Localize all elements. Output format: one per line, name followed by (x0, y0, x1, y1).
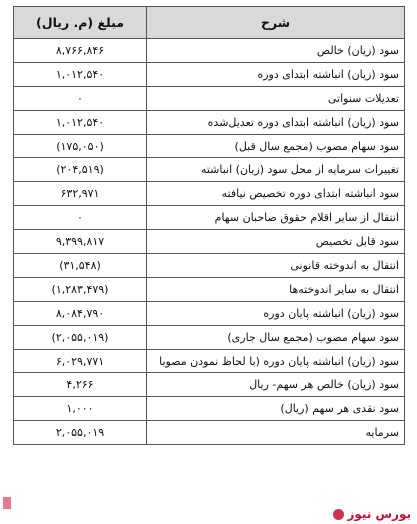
table-row (14, 158, 405, 182)
row-label: سود قابل تخصیص (147, 230, 405, 254)
row-label: انتقال به اندوخته قانونی (147, 254, 405, 278)
row-label: انتقال به سایر اندوخته‌ها (147, 277, 405, 301)
row-label: سود سهام مصوب (مجمع سال جاری) (147, 325, 405, 349)
row-amount: ۸,۷۶۶,۸۴۶ (14, 39, 147, 63)
header-description: شرح (147, 7, 405, 39)
table-row (14, 182, 405, 206)
row-label: سود (زیان) انباشته ابتدای دوره (147, 62, 405, 86)
table-row (14, 134, 405, 158)
row-label: سود (زیان) خالص (147, 39, 405, 63)
row-amount: ۰ (14, 206, 147, 230)
row-amount: ۶۳۲,۹۷۱ (14, 182, 147, 206)
table-row (14, 86, 405, 110)
retained-earnings-table (13, 6, 405, 445)
table-row (14, 230, 405, 254)
page-edge-mark-icon (2, 496, 12, 510)
row-amount: (۲۰۴,۵۱۹) (14, 158, 147, 182)
row-amount: (۱۷۵,۰۵۰) (14, 134, 147, 158)
row-amount: ۶,۰۲۹,۷۷۱ (14, 349, 147, 373)
logo-mark-icon (333, 509, 344, 520)
row-label: سود نقدی هر سهم (ریال) (147, 397, 405, 421)
table-row (14, 349, 405, 373)
logo-text: بورس نیوز (347, 507, 411, 521)
table-row (14, 373, 405, 397)
row-label: تعدیلات سنواتی (147, 86, 405, 110)
row-label: سود (زیان) انباشته ابتدای دوره تعدیل‌شده (147, 110, 405, 134)
row-amount: ۲,۰۵۵,۰۱۹ (14, 421, 147, 445)
row-label: سرمایه (147, 421, 405, 445)
row-label: سود سهام مصوب (مجمع سال قبل) (147, 134, 405, 158)
row-amount: ۴,۲۶۶ (14, 373, 147, 397)
row-label: انتقال از سایر اقلام حقوق صاحبان سهام (147, 206, 405, 230)
row-amount: ۱,۰۰۰ (14, 397, 147, 421)
table-row (14, 397, 405, 421)
table-row (14, 62, 405, 86)
row-amount: ۸,۰۸۴,۷۹۰ (14, 301, 147, 325)
row-label: سود (زیان) انباشته پایان دوره (با لحاظ نمودن مصوبا (147, 349, 405, 373)
table-header-row (14, 7, 405, 39)
table-row (14, 39, 405, 63)
table-row (14, 254, 405, 278)
row-amount: (۱,۲۸۳,۴۷۹) (14, 277, 147, 301)
row-amount: (۲,۰۵۵,۰۱۹) (14, 325, 147, 349)
financial-table-container (13, 6, 404, 445)
row-label: سود انباشته ابتدای دوره تخصیص نیافته (147, 182, 405, 206)
row-amount: ۱,۰۱۲,۵۴۰ (14, 110, 147, 134)
row-label: سود (زیان) خالص هر سهم- ریال (147, 373, 405, 397)
table-row (14, 421, 405, 445)
table-body (14, 39, 405, 445)
row-amount: ۱,۰۱۲,۵۴۰ (14, 62, 147, 86)
table-row (14, 206, 405, 230)
row-label: تغییرات سرمایه از محل سود (زیان) انباشته (147, 158, 405, 182)
bourse-news-logo (333, 507, 411, 521)
table-row (14, 277, 405, 301)
table-row (14, 301, 405, 325)
row-label: سود (زیان) انباشته پایان دوره (147, 301, 405, 325)
header-amount: مبلغ (م. ریال) (14, 7, 147, 39)
table-row (14, 325, 405, 349)
row-amount: (۳۱,۵۴۸) (14, 254, 147, 278)
table-row (14, 110, 405, 134)
row-amount: ۰ (14, 86, 147, 110)
row-amount: ۹,۳۹۹,۸۱۷ (14, 230, 147, 254)
